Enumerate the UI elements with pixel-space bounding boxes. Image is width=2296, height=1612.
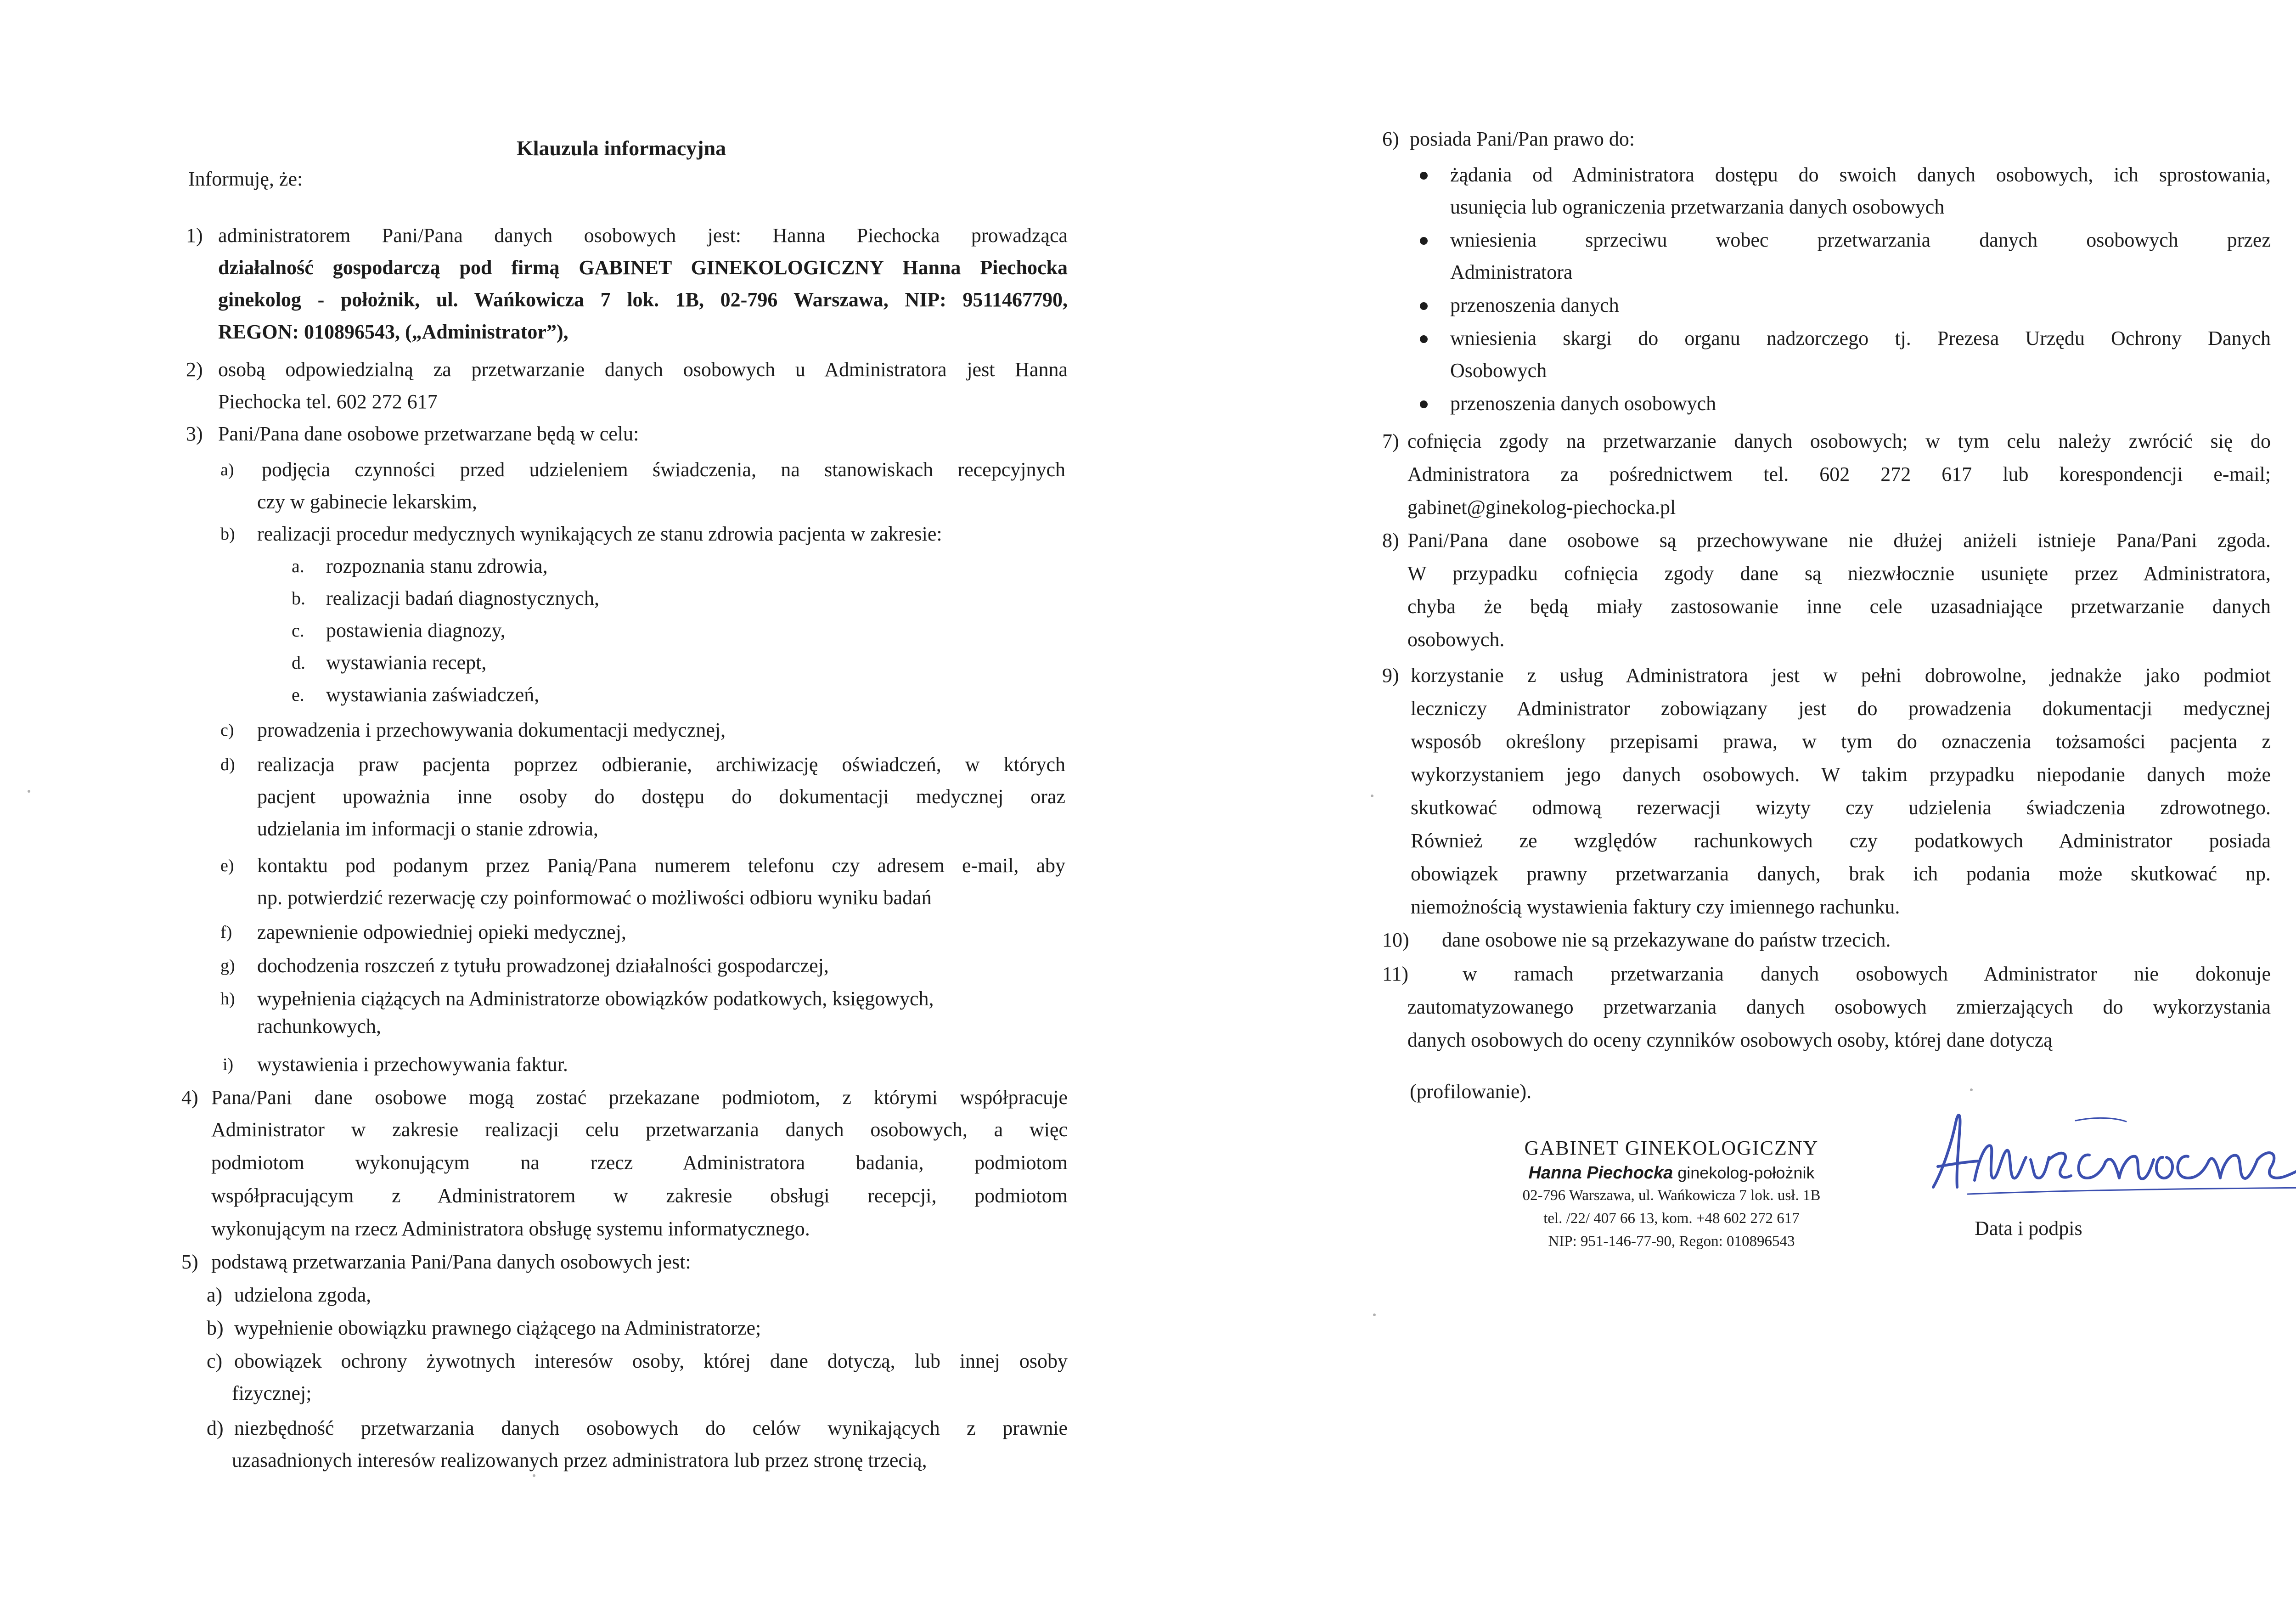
item-3d-line-3: udzielania im informacji o stanie zdrowia,: [257, 817, 598, 840]
item-5d-line-2: uzasadnionych interesów realizowanych przez administratora lub przez stronę trzecią,: [232, 1449, 927, 1471]
right-4-line-2: Osobowych: [1450, 359, 1547, 382]
item-3f-label: f): [220, 923, 232, 942]
item-5b-text: wypełnienie obowiązku prawnego ciążącego na Administratorze;: [234, 1317, 761, 1339]
item-8-line-3: chyba że będą miały zastosowanie inne cele uzasadniające przetwarzanie danych: [1407, 595, 2271, 618]
item-4-number: 4): [181, 1086, 198, 1109]
item-1-line-2: działalność gospodarczą pod firmą GABINET GINEKOLOGICZNY Hanna Piechocka: [218, 256, 1068, 279]
item-7-line-1: cofnięcia zgody na przetwarzanie danych osobowych; w tym celu należy zwrócić się do: [1407, 430, 2271, 452]
intro-text: Informuję, że:: [188, 168, 303, 190]
sub-a-text: rozpoznania stanu zdrowia,: [326, 555, 548, 577]
item-11-tail: (profilowanie).: [1410, 1080, 1532, 1103]
item-4-line-2: Administrator w zakresie realizacji celu przetwarzania danych osobowych, a więc: [211, 1118, 1068, 1141]
item-3a-line-2: czy w gabinecie lekarskim,: [257, 490, 477, 513]
sub-e-label: e.: [292, 684, 304, 705]
item-11-number: 11): [1382, 963, 1409, 985]
scan-speck: [28, 790, 30, 793]
item-7-line-2: Administratora za pośrednictwem tel. 602 272 617 lub korespondencji e-mail;: [1407, 463, 2271, 485]
item-9-line-7: obowiązek prawny przetwarzania danych, brak ich podania może skutkować np.: [1411, 862, 2271, 885]
item-3g-text: dochodzenia roszczeń z tytułu prowadzonej działalności gospodarczej,: [257, 954, 829, 977]
scan-speck: [1371, 795, 1373, 797]
item-10-text: dane osobowe nie są przekazywane do państw trzecich.: [1442, 929, 1891, 951]
item-9-line-3: wsposób określony przepisami prawa, w tym do oznaczenia tożsamości pacjenta z: [1411, 730, 2271, 753]
item-3e-label: e): [220, 856, 234, 875]
item-1-number: 1): [186, 224, 203, 247]
bullet-icon: [1420, 335, 1428, 343]
item-3i-label: i): [223, 1055, 234, 1074]
sub-c-label: c.: [292, 620, 304, 641]
bullet-icon: [1420, 400, 1428, 408]
item-3e-line-2: np. potwierdzić rezerwację czy poinformować o możliwości odbioru wyniku badań: [257, 886, 932, 909]
item-3c-text: prowadzenia i przechowywania dokumentacji medycznej,: [257, 719, 726, 741]
item-9-line-5: skutkować odmową rezerwacji wizyty czy udzielenia świadczenia zdrowotnego.: [1411, 796, 2271, 819]
item-8-number: 8): [1382, 529, 1399, 552]
company-stamp: [1511, 1134, 1832, 1253]
item-3f-text: zapewnienie odpowiedniej opieki medycznej,: [257, 921, 626, 943]
item-5-number: 5): [181, 1251, 198, 1273]
item-1-line-1: administratorem Pani/Pana danych osobowych jest: Hanna Piechocka prowadząca: [218, 224, 1068, 247]
item-6-number: 6): [1382, 128, 1399, 150]
sub-c-text: postawienia diagnozy,: [326, 619, 506, 642]
item-9-line-8: niemożnością wystawienia faktury czy imiennego rachunku.: [1411, 896, 1900, 918]
item-5-text: podstawą przetwarzania Pani/Pana danych osobowych jest:: [211, 1251, 691, 1273]
item-3i-text: wystawienia i przechowywania faktur.: [257, 1053, 568, 1076]
sub-b-text: realizacji badań diagnostycznych,: [326, 587, 599, 609]
item-5b-label: b): [207, 1317, 224, 1339]
item-2-line-1: osobą odpowiedzialną za przetwarzanie danych osobowych u Administratora jest Hanna: [218, 358, 1068, 381]
sub-b-label: b.: [292, 588, 305, 609]
item-3h-label: h): [220, 989, 235, 1009]
item-3d-line-2: pacjent upoważnia inne osoby do dostępu do dokumentacji medycznej oraz: [257, 785, 1065, 808]
item-8-line-4: osobowych.: [1407, 628, 1505, 651]
stamp-address: 02-796 Warszawa, ul. Wańkowicza 7 lok. usł. 1B: [1522, 1187, 1821, 1204]
item-4-line-5: wykonującym na rzecz Administratora obsługę systemu informatycznego.: [211, 1217, 810, 1240]
item-5d-line-1: niezbędność przetwarzania danych osobowych do celów wynikających z prawnie: [234, 1417, 1068, 1439]
item-5c-label: c): [207, 1350, 223, 1372]
sub-d-text: wystawiania recept,: [326, 651, 487, 674]
bullet-icon: [1420, 172, 1428, 180]
item-7-email: gabinet@ginekolog-piechocka.pl: [1407, 496, 1676, 519]
item-3e-line-1: kontaktu pod podanym przez Panią/Pana numerem telefonu czy adresem e-mail, aby: [257, 854, 1065, 877]
item-6-text: posiada Pani/Pan prawo do:: [1410, 128, 1635, 150]
bullet-icon: [1420, 237, 1428, 245]
item-1-line-4: REGON: 010896543, („Administrator”),: [218, 321, 568, 343]
scan-speck: [1373, 1313, 1376, 1316]
document-title: Klauzula informacyjna: [517, 136, 726, 160]
right-1-line-2: usunięcia lub ograniczenia przetwarzania danych osobowych: [1450, 196, 1945, 218]
stamp-ids: NIP: 951-146-77-90, Regon: 010896543: [1548, 1233, 1795, 1250]
item-5c-line-1: obowiązek ochrony żywotnych interesów osoby, której dane dotyczą, lub innej osoby: [234, 1350, 1068, 1372]
sub-e-text: wystawiania zaświadczeń,: [326, 683, 540, 706]
right-3-line-1: przenoszenia danych: [1450, 294, 1619, 316]
item-3a-line-1: podjęcia czynności przed udzieleniem świadczenia, na stanowiskach recepcyjnych: [262, 458, 1065, 481]
item-3d-label: d): [220, 755, 235, 774]
stamp-person-name: Hanna Piechocka: [1528, 1163, 1673, 1183]
item-5a-label: a): [207, 1284, 223, 1306]
bullet-icon: [1420, 302, 1428, 310]
right-2-line-2: Administratora: [1450, 261, 1573, 283]
item-2-number: 2): [186, 358, 203, 381]
right-4-line-1: wniesienia skargi do organu nadzorczego tj. Prezesa Urzędu Ochrony Danych: [1450, 327, 2271, 349]
item-3h-line-1: wypełnienia ciążących na Administratorze obowiązków podatkowych, księgowych,: [257, 987, 934, 1010]
right-5-line-1: przenoszenia danych osobowych: [1450, 392, 1716, 415]
sub-d-label: d.: [292, 652, 305, 673]
scan-speck: [533, 1474, 535, 1477]
item-3a-label: a): [220, 460, 234, 479]
item-9-line-6: Również ze względów rachunkowych czy podatkowych Administrator posiada: [1411, 829, 2271, 852]
item-5a-text: udzielona zgoda,: [234, 1284, 371, 1306]
item-10-number: 10): [1382, 929, 1409, 951]
item-9-number: 9): [1382, 664, 1399, 687]
scan-speck: [1970, 1088, 1973, 1091]
signature-caption: Data i podpis: [1975, 1217, 2082, 1240]
item-3h-line-2: rachunkowych,: [257, 1015, 382, 1037]
right-1-line-1: żądania od Administratora dostępu do swoich danych osobowych, ich sprostowania,: [1450, 163, 2271, 186]
item-3d-line-1: realizacja praw pacjenta poprzez odbieranie, archiwizację oświadczeń, w których: [257, 753, 1065, 776]
item-4-line-3: podmiotom wykonującym na rzecz Administratora badania, podmiotom: [211, 1151, 1068, 1174]
item-3-number: 3): [186, 423, 203, 445]
item-3g-label: g): [220, 956, 235, 975]
item-9-line-2: leczniczy Administrator zobowiązany jest do prowadzenia dokumentacji medycznej: [1411, 697, 2271, 720]
item-3b-label: b): [220, 524, 235, 544]
sub-a-label: a.: [292, 556, 304, 576]
item-4-line-1: Pana/Pani dane osobowe mogą zostać przekazane podmiotom, z którymi współpracuje: [211, 1086, 1068, 1109]
item-11-line-1: w ramach przetwarzania danych osobowych Administrator nie dokonuje: [1463, 963, 2271, 985]
item-5d-label: d): [207, 1417, 224, 1439]
item-3-text: Pani/Pana dane osobowe przetwarzane będą w celu:: [218, 423, 639, 445]
item-9-line-4: wykorzystaniem jego danych osobowych. W takim przypadku niepodanie danych może: [1411, 763, 2271, 786]
stamp-company-name: GABINET GINEKOLOGICZNY: [1524, 1137, 1819, 1159]
item-5c-line-2: fizycznej;: [232, 1382, 312, 1404]
item-11-line-3: danych osobowych do oceny czynników osobowych osoby, której dane dotyczą: [1407, 1029, 2053, 1051]
item-8-line-1: Pani/Pana dane osobowe są przechowywane nie dłużej aniżeli istnieje Pana/Pani zgoda.: [1407, 529, 2271, 552]
item-3c-label: c): [220, 721, 234, 740]
item-4-line-4: współpracującym z Administratorem w zakresie obsługi recepcji, podmiotom: [211, 1184, 1068, 1207]
item-3b-text: realizacji procedur medycznych wynikających ze stanu zdrowia pacjenta w zakresie:: [257, 523, 942, 545]
stamp-person-role: ginekolog-położnik: [1677, 1163, 1815, 1182]
item-9-line-1: korzystanie z usług Administratora jest w pełni dobrowolne, jednakże jako podmiot: [1411, 664, 2271, 687]
item-7-number: 7): [1382, 430, 1399, 452]
right-2-line-1: wniesienia sprzeciwu wobec przetwarzania danych osobowych przez: [1450, 229, 2271, 251]
handwritten-signature: [1924, 1102, 2296, 1199]
item-8-line-2: W przypadku cofnięcia zgody dane są niezwłocznie usunięte przez Administratora,: [1407, 562, 2271, 585]
item-11-line-2: zautomatyzowanego przetwarzania danych osobowych zmierzających do wykorzystania: [1407, 996, 2271, 1018]
item-2-line-2: Piechocka tel. 602 272 617: [218, 390, 438, 413]
stamp-person: [1511, 1162, 1832, 1184]
stamp-phone: tel. /22/ 407 66 13, kom. +48 602 272 617: [1543, 1210, 1800, 1227]
item-1-line-3: ginekolog - położnik, ul. Wańkowicza 7 lok. 1B, 02-796 Warszawa, NIP: 9511467790,: [218, 288, 1068, 311]
